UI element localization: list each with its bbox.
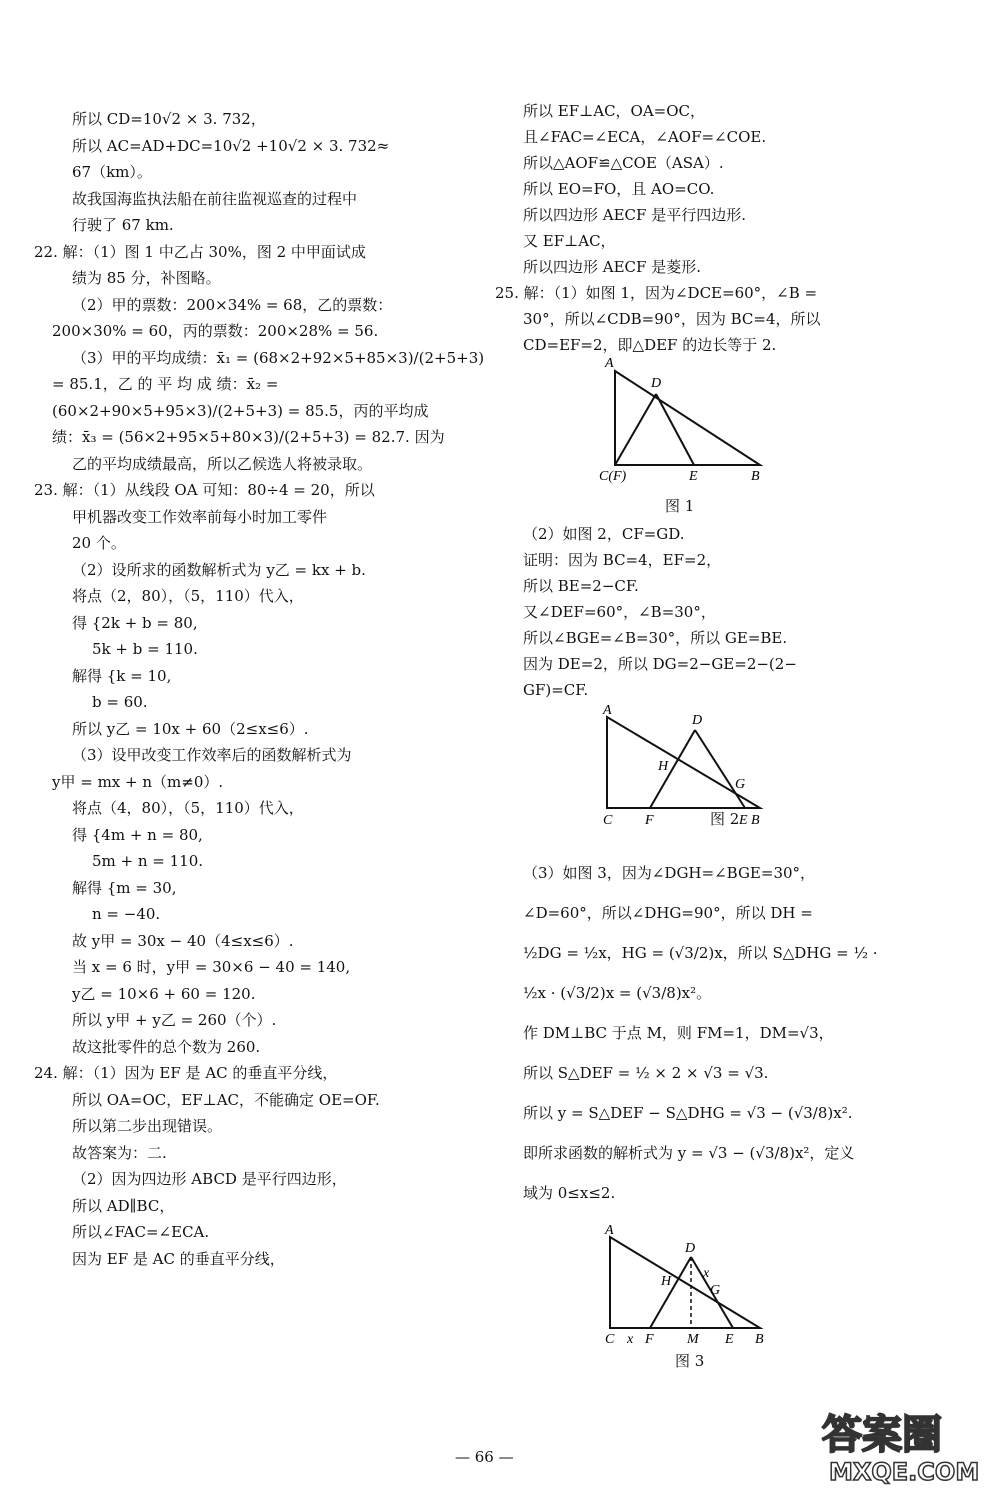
right-lines-top-line: 所以 EO=FO，且 AO=CO. xyxy=(523,180,715,198)
right-lines-top-line: 且∠FAC=∠ECA，∠AOF=∠COE. xyxy=(523,128,767,146)
fig3-label-c: C xyxy=(605,1332,615,1347)
right-lines-top-line: 所以△AOF≌△COE（ASA）. xyxy=(523,154,724,172)
fig2-label-d: D xyxy=(692,713,703,728)
right-lines-top-line: 25. 解：（1）如图 1，因为∠DCE=60°，∠B = xyxy=(495,284,818,302)
right-lines-low-line: 即所求函数的解析式为 y = √3 − (√3/8)x²，定义 xyxy=(523,1144,855,1162)
right-lines-low-line: 域为 0≤x≤2. xyxy=(523,1184,616,1202)
left-lines-line: 200×30% = 60，丙的票数：200×28% = 56. xyxy=(52,322,379,340)
figure-1 xyxy=(595,355,775,485)
fig2-label-f: F xyxy=(645,813,654,828)
right-lines-low-line: ½DG = ½x，HG = (√3/2)x，所以 S△DHG = ½ · xyxy=(523,944,878,962)
fig2-label-eb: E B xyxy=(739,813,760,828)
fig1-label-b: B xyxy=(751,469,760,484)
fig3-label-e: E xyxy=(725,1332,734,1347)
fig2-label-a: A xyxy=(603,703,612,718)
figure-3 xyxy=(595,1222,775,1352)
left-lines-line: y乙 = 10×6 + 60 = 120. xyxy=(72,984,256,1003)
left-lines-line: 所以 AC=AD+DC=10√2 +10√2 × 3. 732≈ xyxy=(72,136,390,155)
fig3-label-x-top: x xyxy=(703,1266,710,1281)
left-lines-line: b = 60. xyxy=(92,693,148,711)
left-lines-line: 绩为 85 分，补图略。 xyxy=(72,269,221,287)
left-lines-line: 绩：x̄₃ = (56×2+95×5+80×3)/(2+5+3) = 82.7. 因为 xyxy=(52,428,445,446)
fig1-label-a: A xyxy=(605,356,614,371)
fig2-label-h: H xyxy=(658,759,669,774)
figure-3-caption: 图 3 xyxy=(675,1352,705,1370)
right-lines-top-line: 又 EF⊥AC， xyxy=(523,232,616,250)
left-lines-line: 67（km）。 xyxy=(72,163,152,181)
fig3-label-m: M xyxy=(687,1332,699,1347)
right-lines-mid-line: 所以 BE=2−CF. xyxy=(523,577,639,595)
left-lines-line: （2）甲的票数：200×34% = 68，乙的票数： xyxy=(72,295,393,314)
left-lines-line: 24. 解：（1）因为 EF 是 AC 的垂直平分线， xyxy=(34,1064,338,1082)
figure-2 xyxy=(595,700,775,830)
left-lines-line: 22. 解：（1）图 1 中乙占 30%，图 2 中甲面试成 xyxy=(34,242,366,261)
right-lines-low-line: 所以 y = S△DEF − S△DHG = √3 − (√3/8)x². xyxy=(523,1104,853,1122)
fig1-label-e: E xyxy=(689,469,698,484)
watermark-logo-text: 答案圈 xyxy=(822,1412,942,1458)
left-lines-line: 得 {2k + b = 80, xyxy=(72,613,198,632)
fig3-label-h: H xyxy=(661,1274,672,1289)
left-lines-line: 所以∠FAC=∠ECA. xyxy=(72,1223,210,1241)
figure-1-caption: 图 1 xyxy=(665,497,695,515)
left-lines-line: = 85.1，乙 的 平 均 成 绩：x̄₂ = xyxy=(52,375,279,393)
left-lines-line: 所以 y乙 = 10x + 60（2≤x≤6）. xyxy=(72,719,309,738)
right-lines-low-line: 作 DM⊥BC 于点 M，则 FM=1，DM=√3， xyxy=(523,1024,834,1042)
right-lines-low-line: ½x · (√3/2)x = (√3/8)x²。 xyxy=(523,984,712,1002)
fig1-label-cf: C(F) xyxy=(599,469,627,484)
left-lines-line: 所以 CD=10√2 × 3. 732， xyxy=(72,110,266,128)
left-lines-line: 故 y甲 = 30x − 40（4≤x≤6）. xyxy=(72,931,294,950)
left-lines-line: 所以第二步出现错误。 xyxy=(72,1117,223,1135)
left-lines-line: 故这批零件的总个数为 260. xyxy=(72,1037,261,1056)
left-lines-line: 得 {4m + n = 80, xyxy=(72,825,203,844)
left-lines-line: (60×2+90×5+95×3)/(2+5+3) = 85.5，丙的平均成 xyxy=(52,401,429,420)
left-lines-line: 乙的平均成绩最高，所以乙候选人将被录取。 xyxy=(72,454,373,473)
left-lines-line: 将点（2，80），（5，110）代入， xyxy=(72,587,304,605)
right-lines-top-line: CD=EF=2，即△DEF 的边长等于 2. xyxy=(523,336,777,354)
left-lines-line: 5k + b = 110. xyxy=(92,640,198,658)
right-lines-mid-line: （2）如图 2，CF=GD. xyxy=(523,525,685,543)
fig1-label-d: D xyxy=(651,376,662,391)
figure-2-caption: 图 2 xyxy=(710,810,740,828)
right-lines-mid-line: 又∠DEF=60°，∠B=30°， xyxy=(523,603,716,621)
fig2-label-g: G xyxy=(735,777,746,792)
right-lines-low-line: 所以 S△DEF = ½ × 2 × √3 = √3. xyxy=(523,1064,769,1082)
right-lines-mid-line: GF)=CF. xyxy=(523,681,589,699)
right-lines-top-line: 所以 EF⊥AC，OA=OC， xyxy=(523,102,706,120)
left-lines-line: 故答案为：二. xyxy=(72,1143,167,1162)
left-lines-line: 所以 AD∥BC， xyxy=(72,1196,175,1215)
left-lines-line: 因为 EF 是 AC 的垂直平分线， xyxy=(72,1249,285,1268)
right-lines-top-line: 30°，所以∠CDB=90°，因为 BC=4，所以 xyxy=(523,310,821,328)
left-lines-line: 当 x = 6 时，y甲 = 30×6 − 40 = 140, xyxy=(72,958,351,976)
left-lines-line: 解得 {k = 10, xyxy=(72,666,172,685)
left-lines-line: （2）设所求的函数解析式为 y乙 = kx + b. xyxy=(72,560,366,579)
left-lines-line: （2）因为四边形 ABCD 是平行四边形， xyxy=(72,1170,347,1188)
right-lines-mid-line: 所以∠BGE=∠B=30°，所以 GE=BE. xyxy=(523,629,788,647)
right-lines-mid-line: 证明：因为 BC=4，EF=2， xyxy=(523,551,722,569)
left-lines-line: 解得 {m = 30, xyxy=(72,878,177,897)
right-lines-top-line: 所以四边形 AECF 是平行四边形. xyxy=(523,206,746,224)
left-lines-line: （3）甲的平均成绩：x̄₁ = (68×2+92×5+85×3)/(2+5+3) xyxy=(72,348,485,367)
left-lines-line: 故我国海监执法船在前往监视巡查的过程中 xyxy=(72,189,358,208)
left-lines-line: 所以 y甲 + y乙 = 260（个）. xyxy=(72,1011,277,1029)
left-lines-line: n = −40. xyxy=(92,905,161,923)
fig2-label-c: C xyxy=(603,813,613,828)
left-lines-line: （3）设甲改变工作效率后的函数解析式为 xyxy=(72,746,352,764)
left-lines-line: y甲 = mx + n（m≠0）. xyxy=(52,772,224,791)
watermark-logo xyxy=(817,1400,982,1485)
fig3-label-b: B xyxy=(755,1332,764,1347)
left-lines-line: 将点（4，80），（5，110）代入， xyxy=(72,799,304,817)
right-lines-top-line: 所以四边形 AECF 是菱形. xyxy=(523,258,701,276)
left-lines-line: 20 个。 xyxy=(72,534,126,552)
fig3-label-g: G xyxy=(710,1283,721,1298)
watermark-site: MXQE.COM xyxy=(829,1458,980,1485)
fig3-label-x-bottom: x xyxy=(627,1332,634,1347)
left-lines-line: 5m + n = 110. xyxy=(92,852,204,870)
left-lines-line: 甲机器改变工作效率前每小时加工零件 xyxy=(72,507,328,526)
fig3-label-a: A xyxy=(605,1223,614,1238)
right-lines-low-line: ∠D=60°，所以∠DHG=90°，所以 DH = xyxy=(523,904,813,922)
left-lines-line: 行驶了 67 km. xyxy=(72,216,174,234)
right-lines-low-line: （3）如图 3，因为∠DGH=∠BGE=30°， xyxy=(523,864,816,882)
fig3-label-f: F xyxy=(645,1332,654,1347)
right-lines-mid-line: 因为 DE=2，所以 DG=2−GE=2−(2− xyxy=(523,655,797,673)
page-number: — 66 — xyxy=(455,1448,514,1466)
fig3-label-d: D xyxy=(685,1241,696,1256)
left-lines-line: 所以 OA=OC，EF⊥AC，不能确定 OE=OF. xyxy=(72,1090,380,1109)
left-lines-line: 23. 解：（1）从线段 OA 可知：80÷4 = 20，所以 xyxy=(34,481,375,499)
